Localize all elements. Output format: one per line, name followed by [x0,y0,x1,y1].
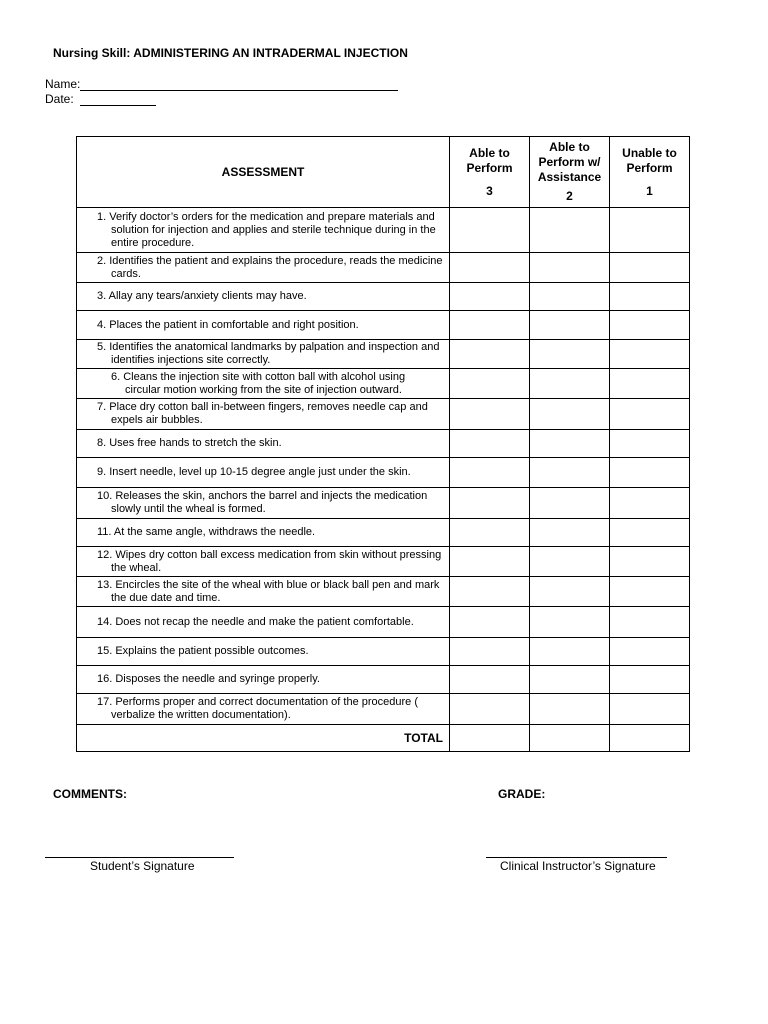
table-row [77,694,690,725]
skill-name: ADMINISTERING AN INTRADERMAL INJECTION [133,46,408,60]
grade-label: GRADE: [498,787,546,801]
item-text: 9. Insert needle, level up 10-15 degree angle just under the skin. [97,466,411,478]
score-cell-2[interactable] [530,458,610,488]
table-row [77,638,690,666]
item-text: 15. Explains the patient possible outcomes. [97,645,309,657]
date-field-row [45,92,156,106]
item-cell [77,253,450,283]
item-text: 14. Does not recap the needle and make the patient comfortable. [97,615,414,628]
item-text: 13. Encircles the site of the wheal with blue or black ball pen and mark the due date and time. [97,578,440,604]
item-text: 16. Disposes the needle and syringe properly. [97,673,320,685]
table-row [77,607,690,638]
table-row [77,577,690,607]
score-cell-2[interactable] [530,311,610,340]
name-label: Name: [45,77,81,91]
item-text: 1. Verify doctor’s orders for the medication and prepare materials and solution for injection and applies and sterile technique during in the entire procedure. [97,210,436,249]
score-cell-2[interactable] [530,283,610,311]
score-cell-3[interactable] [450,488,530,519]
score-cell-1[interactable] [610,519,690,547]
item-cell [77,607,450,638]
score-cell-3[interactable] [450,430,530,458]
score-cell-3[interactable] [450,577,530,607]
score-cell-2[interactable] [530,694,610,725]
score-cell-1[interactable] [610,577,690,607]
score-cell-3[interactable] [450,253,530,283]
score-cell-3[interactable] [450,399,530,430]
item-cell [77,488,450,519]
score-cell-2[interactable] [530,638,610,666]
item-text: 10. Releases the skin, anchors the barrel and injects the medication slowly until the wheal is formed. [97,490,428,515]
item-cell [77,694,450,725]
score-cell-2[interactable] [530,519,610,547]
score-cell-1[interactable] [610,694,690,725]
rating-label: Unable to Perform [622,145,677,175]
score-cell-2[interactable] [530,208,610,253]
item-cell [77,311,450,340]
name-field-row [45,77,398,91]
table-row [77,208,690,253]
form-title [53,46,408,60]
date-field[interactable] [80,92,156,106]
assessment-header: ASSESSMENT [77,137,450,208]
rating-header-able [450,137,530,208]
table-row [77,547,690,577]
item-text: 4. Places the patient in comfortable and right position. [97,318,359,331]
score-cell-3[interactable] [450,607,530,638]
score-cell-1[interactable] [610,430,690,458]
item-text: 8. Uses free hands to stretch the skin. [97,437,282,449]
table-row [77,253,690,283]
table-row [77,340,690,369]
score-cell-3[interactable] [450,638,530,666]
table-row [77,283,690,311]
score-cell-2[interactable] [530,430,610,458]
score-cell-3[interactable] [450,340,530,369]
score-cell-1[interactable] [610,547,690,577]
rating-header-unable [610,137,690,208]
total-cell-3[interactable] [450,725,530,752]
score-cell-2[interactable] [530,577,610,607]
score-cell-3[interactable] [450,547,530,577]
table-row [77,666,690,694]
item-text: 6. Cleans the injection site with cotton ball with alcohol using circular motion working from the site of injection outward. [111,370,406,396]
instructor-signature-line[interactable] [486,857,667,858]
item-text: 5. Identifies the anatomical landmarks by palpation and inspection and identifies injections site correctly. [97,341,440,366]
table-row [77,430,690,458]
score-cell-2[interactable] [530,253,610,283]
item-cell [77,547,450,577]
name-field[interactable] [80,77,398,91]
table-row [77,488,690,519]
item-cell [77,519,450,547]
score-cell-1[interactable] [610,488,690,519]
total-cell-1[interactable] [610,725,690,752]
score-cell-1[interactable] [610,311,690,340]
table-header-row [77,137,690,208]
score-cell-3[interactable] [450,458,530,488]
rating-header-with-assistance [530,137,610,208]
score-cell-2[interactable] [530,547,610,577]
score-cell-2[interactable] [530,607,610,638]
table-row [77,311,690,340]
rating-label: Able to Perform [466,145,513,175]
score-cell-1[interactable] [610,253,690,283]
item-cell [77,283,450,311]
instructor-signature-label: Clinical Instructor’s Signature [500,859,656,873]
date-label: Date: [45,92,74,106]
score-cell-1[interactable] [610,283,690,311]
table-row [77,458,690,488]
item-cell [77,666,450,694]
item-cell [77,369,450,399]
score-cell-1[interactable] [610,208,690,253]
rating-score: 3 [486,183,493,198]
score-cell-3[interactable] [450,311,530,340]
comments-label: COMMENTS: [53,787,127,801]
score-cell-1[interactable] [610,638,690,666]
total-row [77,725,690,752]
item-cell [77,458,450,488]
score-cell-3[interactable] [450,519,530,547]
item-text: 2. Identifies the patient and explains the procedure, reads the medicine cards. [97,254,443,280]
item-cell [77,577,450,607]
item-cell [77,430,450,458]
table-row [77,399,690,430]
table-row [77,369,690,399]
item-text: 12. Wipes dry cotton ball excess medication from skin without pressing the wheal. [97,548,442,574]
item-text: 17. Performs proper and correct documentation of the procedure ( verbalize the written documentation). [97,696,419,721]
score-cell-1[interactable] [610,340,690,369]
item-cell [77,399,450,430]
student-signature-label: Student’s Signature [90,859,195,873]
score-cell-3[interactable] [450,208,530,253]
item-text: 3. Allay any tears/anxiety clients may have. [97,290,307,302]
item-cell [77,638,450,666]
score-cell-1[interactable] [610,607,690,638]
score-cell-1[interactable] [610,369,690,399]
score-cell-1[interactable] [610,666,690,694]
skill-prefix: Nursing Skill: [53,46,134,60]
rating-score: 2 [566,189,573,203]
score-cell-2[interactable] [530,399,610,430]
score-cell-3[interactable] [450,694,530,725]
total-label: TOTAL [77,725,450,752]
score-cell-2[interactable] [530,340,610,369]
item-cell [77,208,450,253]
item-text: 11. At the same angle, withdraws the needle. [97,526,316,538]
score-cell-2[interactable] [530,488,610,519]
score-cell-1[interactable] [610,458,690,488]
score-cell-2[interactable] [530,369,610,399]
rating-label: Able to Perform w/ Assistance [537,140,602,184]
assessment-table [76,136,690,752]
student-signature-line[interactable] [45,857,234,858]
score-cell-3[interactable] [450,283,530,311]
item-cell [77,340,450,369]
item-text: 7. Place dry cotton ball in-between fingers, removes needle cap and expels air bubbles. [97,401,428,426]
table-row [77,519,690,547]
total-cell-2[interactable] [530,725,610,752]
score-cell-2[interactable] [530,666,610,694]
score-cell-1[interactable] [610,399,690,430]
score-cell-3[interactable] [450,369,530,399]
score-cell-3[interactable] [450,666,530,694]
rating-score: 1 [646,183,653,198]
